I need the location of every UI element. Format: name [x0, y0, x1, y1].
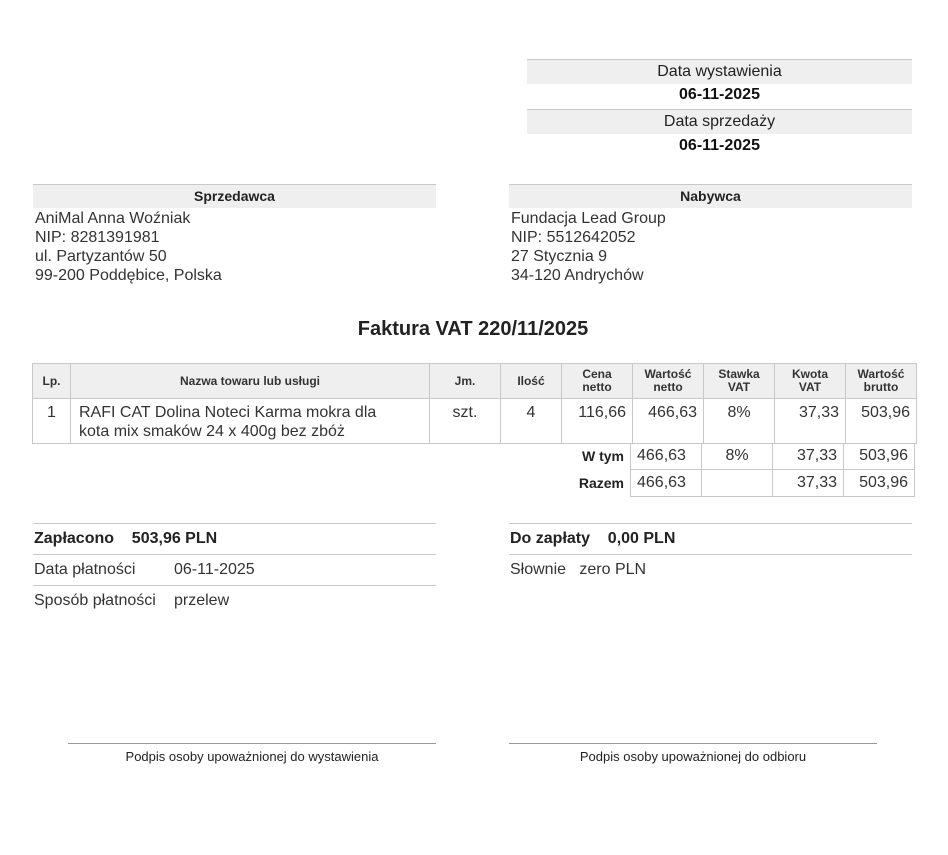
summary-razem-row	[560, 470, 915, 497]
seller-name: AniMal Anna Woźniak	[35, 210, 191, 227]
paid-label: Zapłacono	[34, 530, 115, 547]
payment-left	[33, 523, 436, 616]
issue-date-value: 06-11-2025	[679, 86, 760, 103]
sale-date-value: 06-11-2025	[679, 137, 760, 154]
header-rate: Stawka VAT	[704, 364, 775, 399]
razem-net: 466,63	[631, 470, 702, 497]
row-lp: 1	[33, 399, 71, 444]
due-row	[509, 523, 912, 554]
row-price: 116,66	[562, 399, 633, 444]
buyer-name: Fundacja Lead Group	[511, 210, 666, 227]
paid-row	[33, 523, 436, 554]
payment-date-value: 06-11-2025	[174, 561, 255, 578]
issuer-signature-line	[68, 743, 436, 744]
buyer-nip: NIP: 5512642052	[511, 229, 636, 246]
row-name: RAFI CAT Dolina Noteci Karma mokra dla kota mix smaków 24 x 400g bez zbóż	[71, 399, 430, 444]
receiver-signature-caption: Podpis osoby upoważnionej do odbioru	[579, 749, 807, 764]
header-gross: Wartość brutto	[846, 364, 917, 399]
payment-method-row	[33, 585, 436, 616]
wtym-label: W tym	[582, 448, 624, 465]
header-lp: Lp.	[33, 364, 71, 399]
header-net: Wartość netto	[633, 364, 704, 399]
row-net: 466,63	[633, 399, 704, 444]
razem-gross: 503,96	[844, 470, 915, 497]
receiver-signature-line	[509, 743, 877, 744]
items-header-row	[33, 364, 917, 399]
payment-method-label: Sposób płatności	[34, 592, 156, 609]
buyer-block	[511, 209, 666, 285]
items-table	[32, 363, 917, 444]
wtym-rate: 8%	[702, 443, 773, 470]
invoice-title: Faktura VAT 220/11/2025	[357, 318, 589, 340]
wtym-gross: 503,96	[844, 443, 915, 470]
header-vat: Kwota VAT	[775, 364, 846, 399]
seller-block	[35, 209, 222, 285]
due-value: 0,00 PLN	[607, 530, 676, 547]
wtym-vat: 37,33	[773, 443, 844, 470]
header-qty: Ilość	[501, 364, 562, 399]
seller-heading: Sprzedawca	[33, 184, 436, 208]
due-label: Do zapłaty	[510, 530, 591, 547]
row-qty: 4	[501, 399, 562, 444]
seller-city: 99-200 Poddębice, Polska	[35, 267, 222, 284]
sale-date-label: Data sprzedaży	[527, 109, 912, 134]
payment-date-label: Data płatności	[34, 561, 136, 578]
row-gross: 503,96	[846, 399, 917, 444]
paid-value: 503,96 PLN	[131, 530, 218, 547]
buyer-heading: Nabywca	[509, 184, 912, 208]
table-row	[33, 399, 917, 444]
buyer-city: 34-120 Andrychów	[511, 267, 644, 284]
row-vat: 37,33	[775, 399, 846, 444]
header-price: Cena netto	[562, 364, 633, 399]
seller-nip: NIP: 8281391981	[35, 229, 160, 246]
row-unit: szt.	[430, 399, 501, 444]
wtym-net: 466,63	[631, 443, 702, 470]
payment-method-value: przelew	[174, 592, 230, 609]
seller-street: ul. Partyzantów 50	[35, 248, 167, 265]
razem-label: Razem	[578, 475, 624, 491]
summary-wtym-row	[560, 443, 915, 470]
issue-date-label: Data wystawienia	[527, 59, 912, 84]
razem-rate	[702, 470, 773, 497]
words-value: zero PLN	[579, 561, 647, 578]
words-label: Słownie	[510, 561, 567, 578]
payment-date-row	[33, 554, 436, 585]
words-row	[509, 554, 912, 585]
buyer-street: 27 Stycznia 9	[511, 248, 608, 265]
header-name: Nazwa towaru lub usługi	[71, 364, 430, 399]
summary-table	[560, 443, 915, 497]
razem-vat: 37,33	[773, 470, 844, 497]
header-unit: Jm.	[430, 364, 501, 399]
row-rate: 8%	[704, 399, 775, 444]
issuer-signature-caption: Podpis osoby upoważnionej do wystawienia	[125, 749, 379, 764]
payment-right	[509, 523, 912, 585]
